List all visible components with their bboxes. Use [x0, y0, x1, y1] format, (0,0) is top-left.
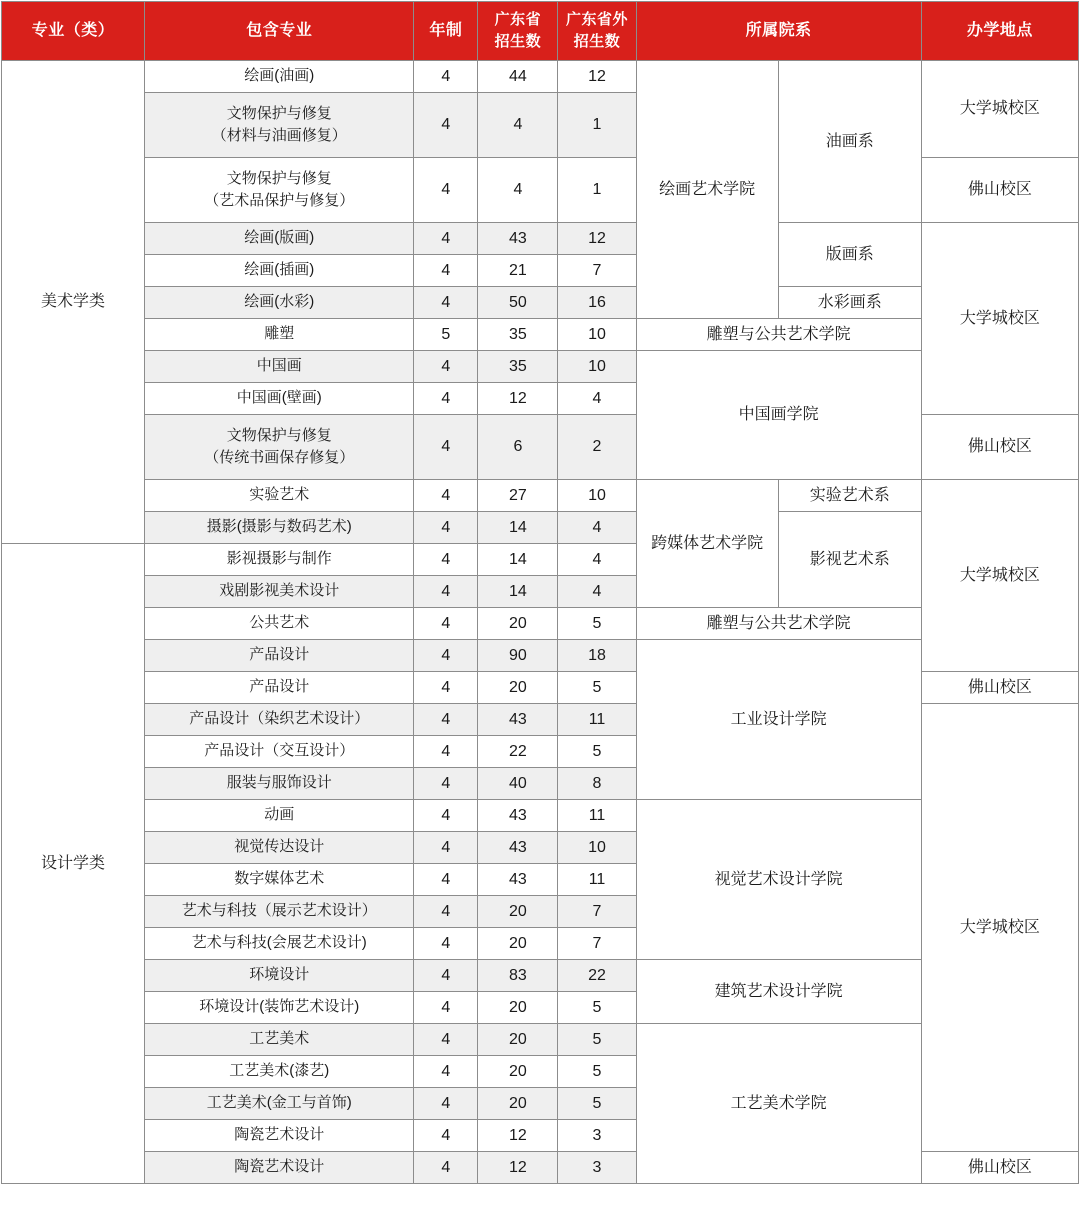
table-row	[2, 608, 1079, 640]
years-cell: 4	[414, 1088, 478, 1120]
outside-quota-cell: 7	[558, 928, 636, 960]
admission-plan-table	[1, 1, 1079, 1184]
major-name-cell: 数字媒体艺术	[145, 864, 414, 896]
major-name-cell: 环境设计	[145, 960, 414, 992]
major-name-cell: 工艺美术(金工与首饰)	[145, 1088, 414, 1120]
table-row	[2, 351, 1079, 383]
header-outside-quota	[558, 2, 636, 61]
guangdong-quota-cell: 50	[478, 287, 558, 319]
college-cell: 视觉艺术设计学院	[636, 800, 921, 960]
outside-quota-cell: 1	[558, 93, 636, 158]
major-name-cell: 工艺美术	[145, 1024, 414, 1056]
major-name-cell: 雕塑	[145, 319, 414, 351]
outside-quota-cell: 7	[558, 255, 636, 287]
major-name-cell: 绘画(油画)	[145, 61, 414, 93]
table-row	[2, 1024, 1079, 1056]
table-row	[2, 319, 1079, 351]
category-cell: 美术学类	[2, 61, 145, 544]
guangdong-quota-cell: 35	[478, 351, 558, 383]
guangdong-quota-cell: 20	[478, 1056, 558, 1088]
years-cell: 4	[414, 1024, 478, 1056]
table-row	[2, 223, 1079, 255]
table-row	[2, 960, 1079, 992]
major-name-cell: 产品设计	[145, 640, 414, 672]
header-guangdong-quota-line2: 招生数	[494, 33, 542, 50]
outside-quota-cell: 10	[558, 319, 636, 351]
outside-quota-cell: 4	[558, 576, 636, 608]
guangdong-quota-cell: 22	[478, 736, 558, 768]
guangdong-quota-cell: 27	[478, 480, 558, 512]
outside-quota-cell: 5	[558, 992, 636, 1024]
outside-quota-cell: 8	[558, 768, 636, 800]
header-majors: 包含专业	[145, 2, 414, 61]
guangdong-quota-cell: 20	[478, 1024, 558, 1056]
header-guangdong-quota	[478, 2, 558, 61]
outside-quota-cell: 11	[558, 864, 636, 896]
table-body	[2, 61, 1079, 1184]
major-name-cell: 摄影(摄影与数码艺术)	[145, 512, 414, 544]
years-cell: 4	[414, 864, 478, 896]
header-row	[2, 2, 1079, 61]
outside-quota-cell: 3	[558, 1152, 636, 1184]
campus-cell: 大学城校区	[921, 480, 1078, 672]
college-cell: 中国画学院	[636, 351, 921, 480]
major-name-cell	[145, 415, 414, 480]
guangdong-quota-cell: 4	[478, 158, 558, 223]
college-cell: 工业设计学院	[636, 640, 921, 800]
campus-cell: 佛山校区	[921, 1152, 1078, 1184]
outside-quota-cell: 5	[558, 736, 636, 768]
major-name-line2: （传统书画保存修复）	[204, 449, 355, 466]
years-cell: 4	[414, 576, 478, 608]
outside-quota-cell: 22	[558, 960, 636, 992]
years-cell: 4	[414, 255, 478, 287]
guangdong-quota-cell: 90	[478, 640, 558, 672]
header-years: 年制	[414, 2, 478, 61]
header-outside-quota-line2: 招生数	[573, 33, 621, 50]
years-cell: 4	[414, 896, 478, 928]
major-name-cell: 实验艺术	[145, 480, 414, 512]
major-name-cell: 艺术与科技(会展艺术设计)	[145, 928, 414, 960]
campus-cell: 大学城校区	[921, 61, 1078, 158]
years-cell: 4	[414, 832, 478, 864]
campus-cell: 大学城校区	[921, 704, 1078, 1152]
table-header	[2, 2, 1079, 61]
years-cell: 4	[414, 480, 478, 512]
guangdong-quota-cell: 20	[478, 992, 558, 1024]
table-row	[2, 800, 1079, 832]
guangdong-quota-cell: 21	[478, 255, 558, 287]
years-cell: 4	[414, 672, 478, 704]
outside-quota-cell: 1	[558, 158, 636, 223]
years-cell: 4	[414, 992, 478, 1024]
outside-quota-cell: 2	[558, 415, 636, 480]
years-cell: 4	[414, 608, 478, 640]
outside-quota-cell: 4	[558, 512, 636, 544]
campus-cell: 佛山校区	[921, 415, 1078, 480]
header-guangdong-quota-line1: 广东省	[494, 10, 542, 28]
years-cell: 4	[414, 800, 478, 832]
outside-quota-cell: 5	[558, 1088, 636, 1120]
outside-quota-cell: 7	[558, 896, 636, 928]
header-outside-quota-line1: 广东省外	[565, 10, 628, 28]
outside-quota-cell: 11	[558, 800, 636, 832]
outside-quota-cell: 12	[558, 61, 636, 93]
major-name-cell: 中国画(壁画)	[145, 383, 414, 415]
years-cell: 4	[414, 960, 478, 992]
outside-quota-cell: 4	[558, 544, 636, 576]
major-name-cell	[145, 93, 414, 158]
major-name-line1: 文物保护与修复	[226, 104, 332, 122]
department-cell: 油画系	[778, 61, 921, 223]
years-cell: 4	[414, 383, 478, 415]
table-row	[2, 480, 1079, 512]
department-cell: 实验艺术系	[778, 480, 921, 512]
outside-quota-cell: 10	[558, 832, 636, 864]
campus-cell: 佛山校区	[921, 158, 1078, 223]
major-name-line1: 文物保护与修复	[226, 426, 332, 444]
major-name-cell: 影视摄影与制作	[145, 544, 414, 576]
guangdong-quota-cell: 14	[478, 576, 558, 608]
guangdong-quota-cell: 14	[478, 544, 558, 576]
outside-quota-cell: 3	[558, 1120, 636, 1152]
years-cell: 4	[414, 223, 478, 255]
major-name-cell: 服装与服饰设计	[145, 768, 414, 800]
guangdong-quota-cell: 40	[478, 768, 558, 800]
years-cell: 4	[414, 768, 478, 800]
guangdong-quota-cell: 20	[478, 928, 558, 960]
table-row	[2, 640, 1079, 672]
years-cell: 4	[414, 1152, 478, 1184]
outside-quota-cell: 5	[558, 1056, 636, 1088]
years-cell: 4	[414, 93, 478, 158]
table-row	[2, 512, 1079, 544]
guangdong-quota-cell: 20	[478, 896, 558, 928]
guangdong-quota-cell: 43	[478, 704, 558, 736]
outside-quota-cell: 11	[558, 704, 636, 736]
major-name-cell: 工艺美术(漆艺)	[145, 1056, 414, 1088]
major-name-line2: （材料与油画修复）	[211, 127, 347, 144]
guangdong-quota-cell: 35	[478, 319, 558, 351]
college-cell: 雕塑与公共艺术学院	[636, 608, 921, 640]
campus-cell: 大学城校区	[921, 223, 1078, 415]
header-campus: 办学地点	[921, 2, 1078, 61]
campus-cell: 佛山校区	[921, 672, 1078, 704]
major-name-cell: 戏剧影视美术设计	[145, 576, 414, 608]
department-cell: 水彩画系	[778, 287, 921, 319]
guangdong-quota-cell: 43	[478, 223, 558, 255]
outside-quota-cell: 18	[558, 640, 636, 672]
major-name-cell: 公共艺术	[145, 608, 414, 640]
college-cell: 绘画艺术学院	[636, 61, 778, 319]
years-cell: 4	[414, 61, 478, 93]
guangdong-quota-cell: 12	[478, 1152, 558, 1184]
major-name-cell: 环境设计(装饰艺术设计)	[145, 992, 414, 1024]
guangdong-quota-cell: 43	[478, 832, 558, 864]
table-row	[2, 61, 1079, 93]
college-cell: 工艺美术学院	[636, 1024, 921, 1184]
years-cell: 5	[414, 319, 478, 351]
major-name-line1: 文物保护与修复	[226, 169, 332, 187]
major-name-cell: 动画	[145, 800, 414, 832]
guangdong-quota-cell: 43	[478, 800, 558, 832]
outside-quota-cell: 10	[558, 351, 636, 383]
years-cell: 4	[414, 1120, 478, 1152]
years-cell: 4	[414, 736, 478, 768]
years-cell: 4	[414, 158, 478, 223]
years-cell: 4	[414, 544, 478, 576]
guangdong-quota-cell: 6	[478, 415, 558, 480]
guangdong-quota-cell: 14	[478, 512, 558, 544]
guangdong-quota-cell: 12	[478, 1120, 558, 1152]
major-name-cell: 产品设计（交互设计）	[145, 736, 414, 768]
college-cell: 跨媒体艺术学院	[636, 480, 778, 608]
major-name-cell: 绘画(版画)	[145, 223, 414, 255]
outside-quota-cell: 16	[558, 287, 636, 319]
table-row	[2, 287, 1079, 319]
college-cell: 雕塑与公共艺术学院	[636, 319, 921, 351]
outside-quota-cell: 12	[558, 223, 636, 255]
guangdong-quota-cell: 83	[478, 960, 558, 992]
years-cell: 4	[414, 415, 478, 480]
major-name-cell: 视觉传达设计	[145, 832, 414, 864]
header-department: 所属院系	[636, 2, 921, 61]
header-category: 专业（类）	[2, 2, 145, 61]
major-name-cell: 产品设计（染织艺术设计）	[145, 704, 414, 736]
years-cell: 4	[414, 512, 478, 544]
category-cell: 设计学类	[2, 544, 145, 1184]
department-cell: 影视艺术系	[778, 512, 921, 608]
guangdong-quota-cell: 43	[478, 864, 558, 896]
outside-quota-cell: 5	[558, 1024, 636, 1056]
department-cell: 版画系	[778, 223, 921, 287]
outside-quota-cell: 4	[558, 383, 636, 415]
major-name-cell: 陶瓷艺术设计	[145, 1120, 414, 1152]
years-cell: 4	[414, 928, 478, 960]
guangdong-quota-cell: 4	[478, 93, 558, 158]
major-name-cell: 艺术与科技（展示艺术设计）	[145, 896, 414, 928]
guangdong-quota-cell: 20	[478, 608, 558, 640]
major-name-cell: 绘画(水彩)	[145, 287, 414, 319]
outside-quota-cell: 10	[558, 480, 636, 512]
years-cell: 4	[414, 287, 478, 319]
years-cell: 4	[414, 1056, 478, 1088]
guangdong-quota-cell: 20	[478, 672, 558, 704]
guangdong-quota-cell: 20	[478, 1088, 558, 1120]
outside-quota-cell: 5	[558, 608, 636, 640]
major-name-cell: 产品设计	[145, 672, 414, 704]
college-cell: 建筑艺术设计学院	[636, 960, 921, 1024]
guangdong-quota-cell: 12	[478, 383, 558, 415]
major-name-cell: 陶瓷艺术设计	[145, 1152, 414, 1184]
major-name-cell: 中国画	[145, 351, 414, 383]
major-name-line2: （艺术品保护与修复）	[204, 192, 355, 209]
major-name-cell: 绘画(插画)	[145, 255, 414, 287]
years-cell: 4	[414, 704, 478, 736]
years-cell: 4	[414, 640, 478, 672]
outside-quota-cell: 5	[558, 672, 636, 704]
major-name-cell	[145, 158, 414, 223]
guangdong-quota-cell: 44	[478, 61, 558, 93]
years-cell: 4	[414, 351, 478, 383]
